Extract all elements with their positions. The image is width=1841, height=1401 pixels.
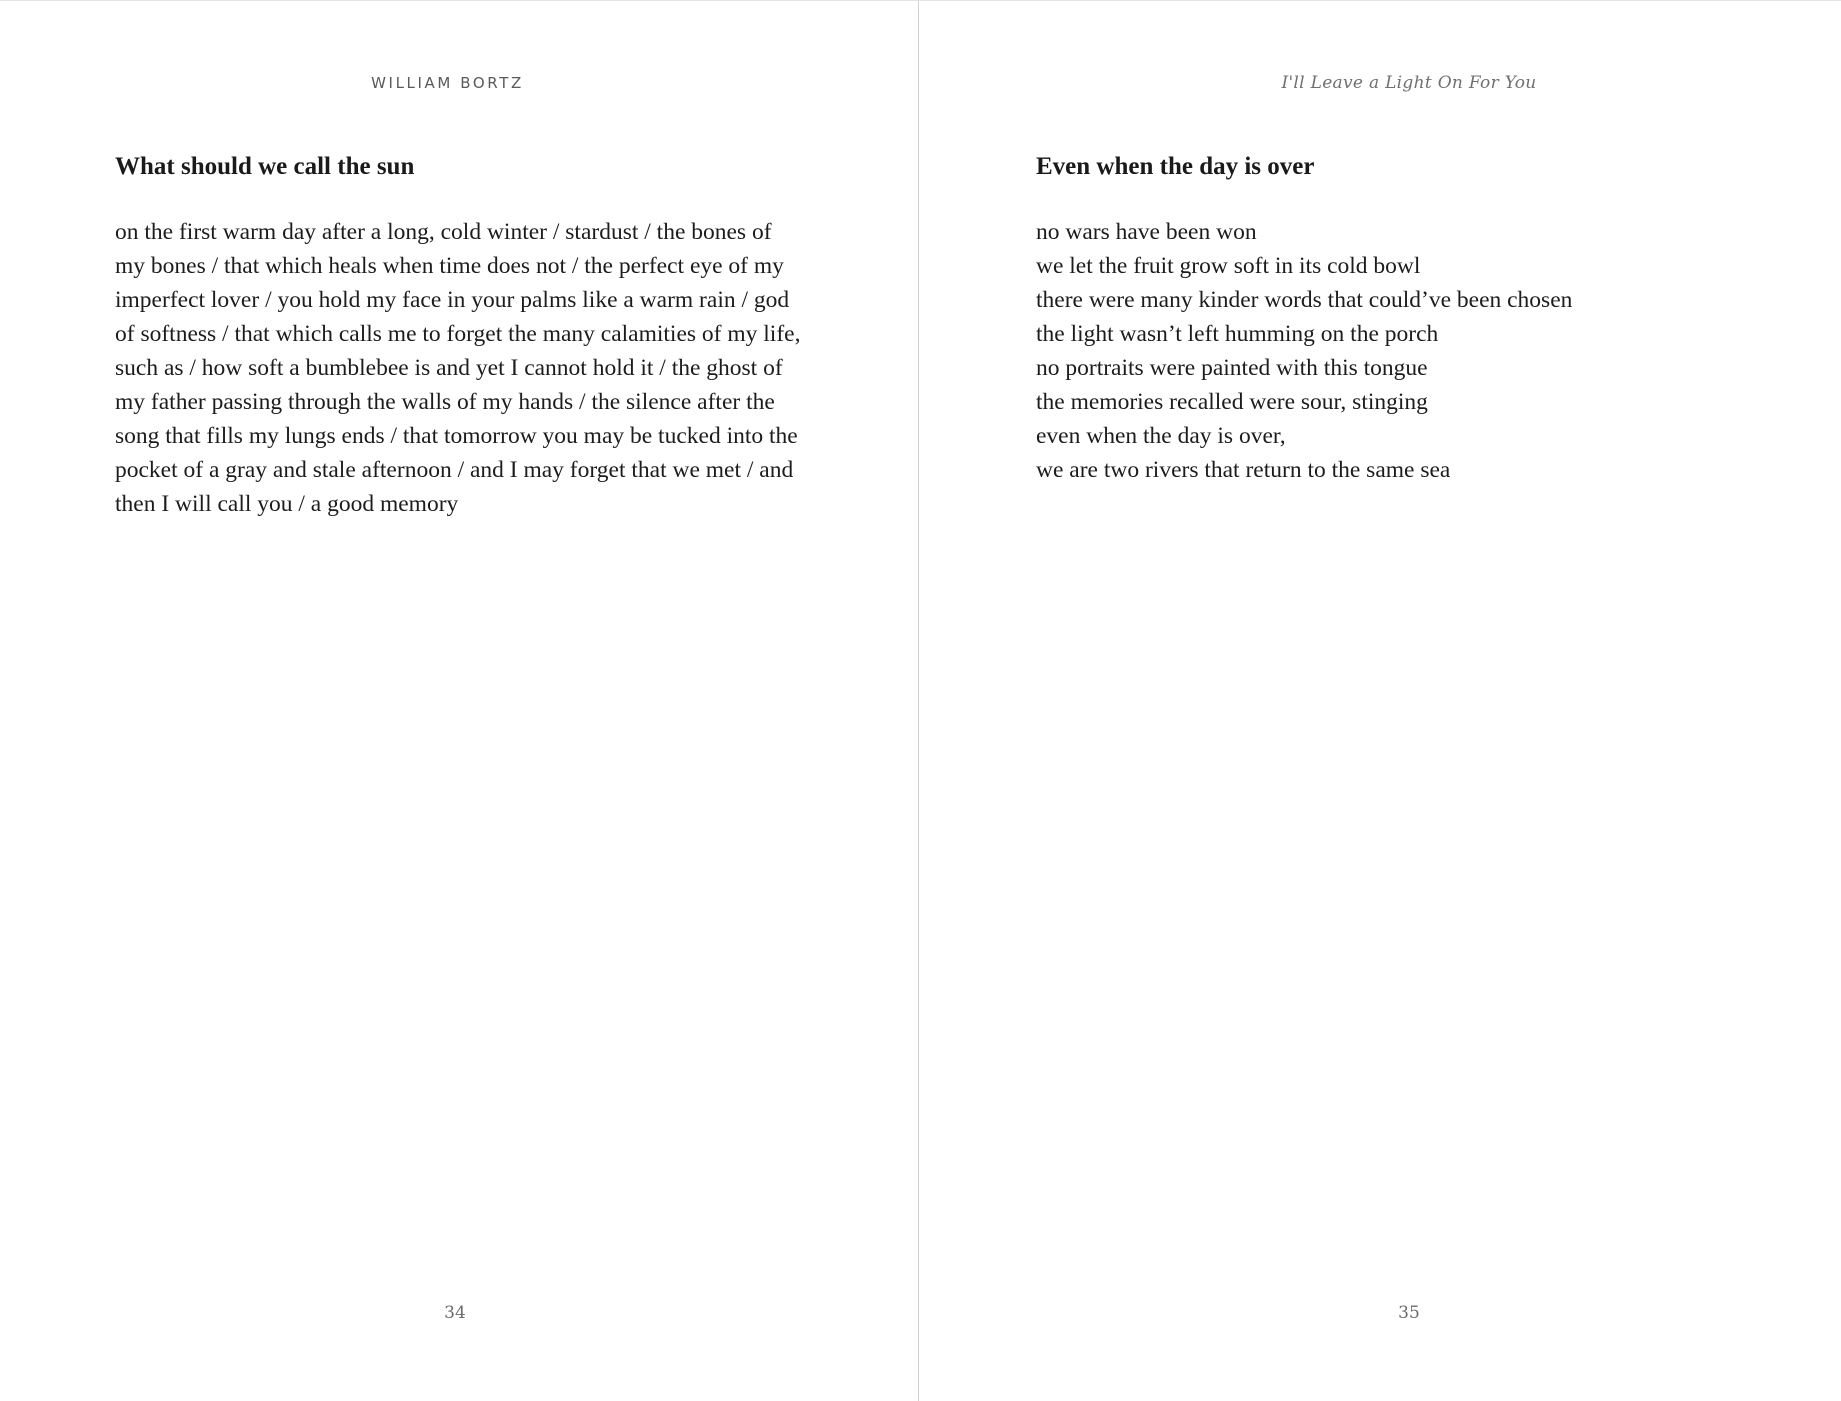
poem-line: no portraits were painted with this tongue (1036, 355, 1428, 381)
poem-line: imperfect lover / you hold my face in your palms like a warm rain / god (115, 287, 790, 313)
poem-body (1036, 215, 1736, 487)
page-number: 34 (444, 1303, 466, 1323)
poem-line: even when the day is over, (1036, 423, 1286, 449)
left-page (0, 1, 918, 1401)
poem-body (115, 215, 815, 521)
author-running-head: WILLIAM BORTZ (371, 74, 524, 92)
poem-line: pocket of a gray and stale afternoon / and I may forget that we met / and (115, 457, 794, 483)
poem-line: song that fills my lungs ends / that tomorrow you may be tucked into the (115, 423, 798, 449)
book-title-running-head: I'll Leave a Light On For You (1281, 73, 1537, 93)
poem-line: the memories recalled were sour, stinging (1036, 389, 1428, 415)
poem-line: then I will call you / a good memory (115, 491, 459, 517)
right-page (919, 1, 1841, 1401)
poem-title: What should we call the sun (115, 153, 415, 180)
poem-line: on the first warm day after a long, cold winter / stardust / the bones of (115, 219, 772, 245)
poem-title: Even when the day is over (1036, 153, 1315, 180)
poem-line: we are two rivers that return to the same sea (1036, 457, 1451, 483)
poem-line: my bones / that which heals when time does not / the perfect eye of my (115, 253, 784, 279)
poem-line: no wars have been won (1036, 219, 1257, 245)
page-number: 35 (1398, 1303, 1420, 1323)
poem-line: of softness / that which calls me to forget the many calamities of my life, (115, 321, 801, 347)
poem-line: my father passing through the walls of my hands / the silence after the (115, 389, 775, 415)
poem-line: we let the fruit grow soft in its cold bowl (1036, 253, 1421, 279)
poem-line: there were many kinder words that could’ve been chosen (1036, 287, 1573, 313)
poem-line: such as / how soft a bumblebee is and yet I cannot hold it / the ghost of (115, 355, 783, 381)
poem-line: the light wasn’t left humming on the porch (1036, 321, 1439, 347)
